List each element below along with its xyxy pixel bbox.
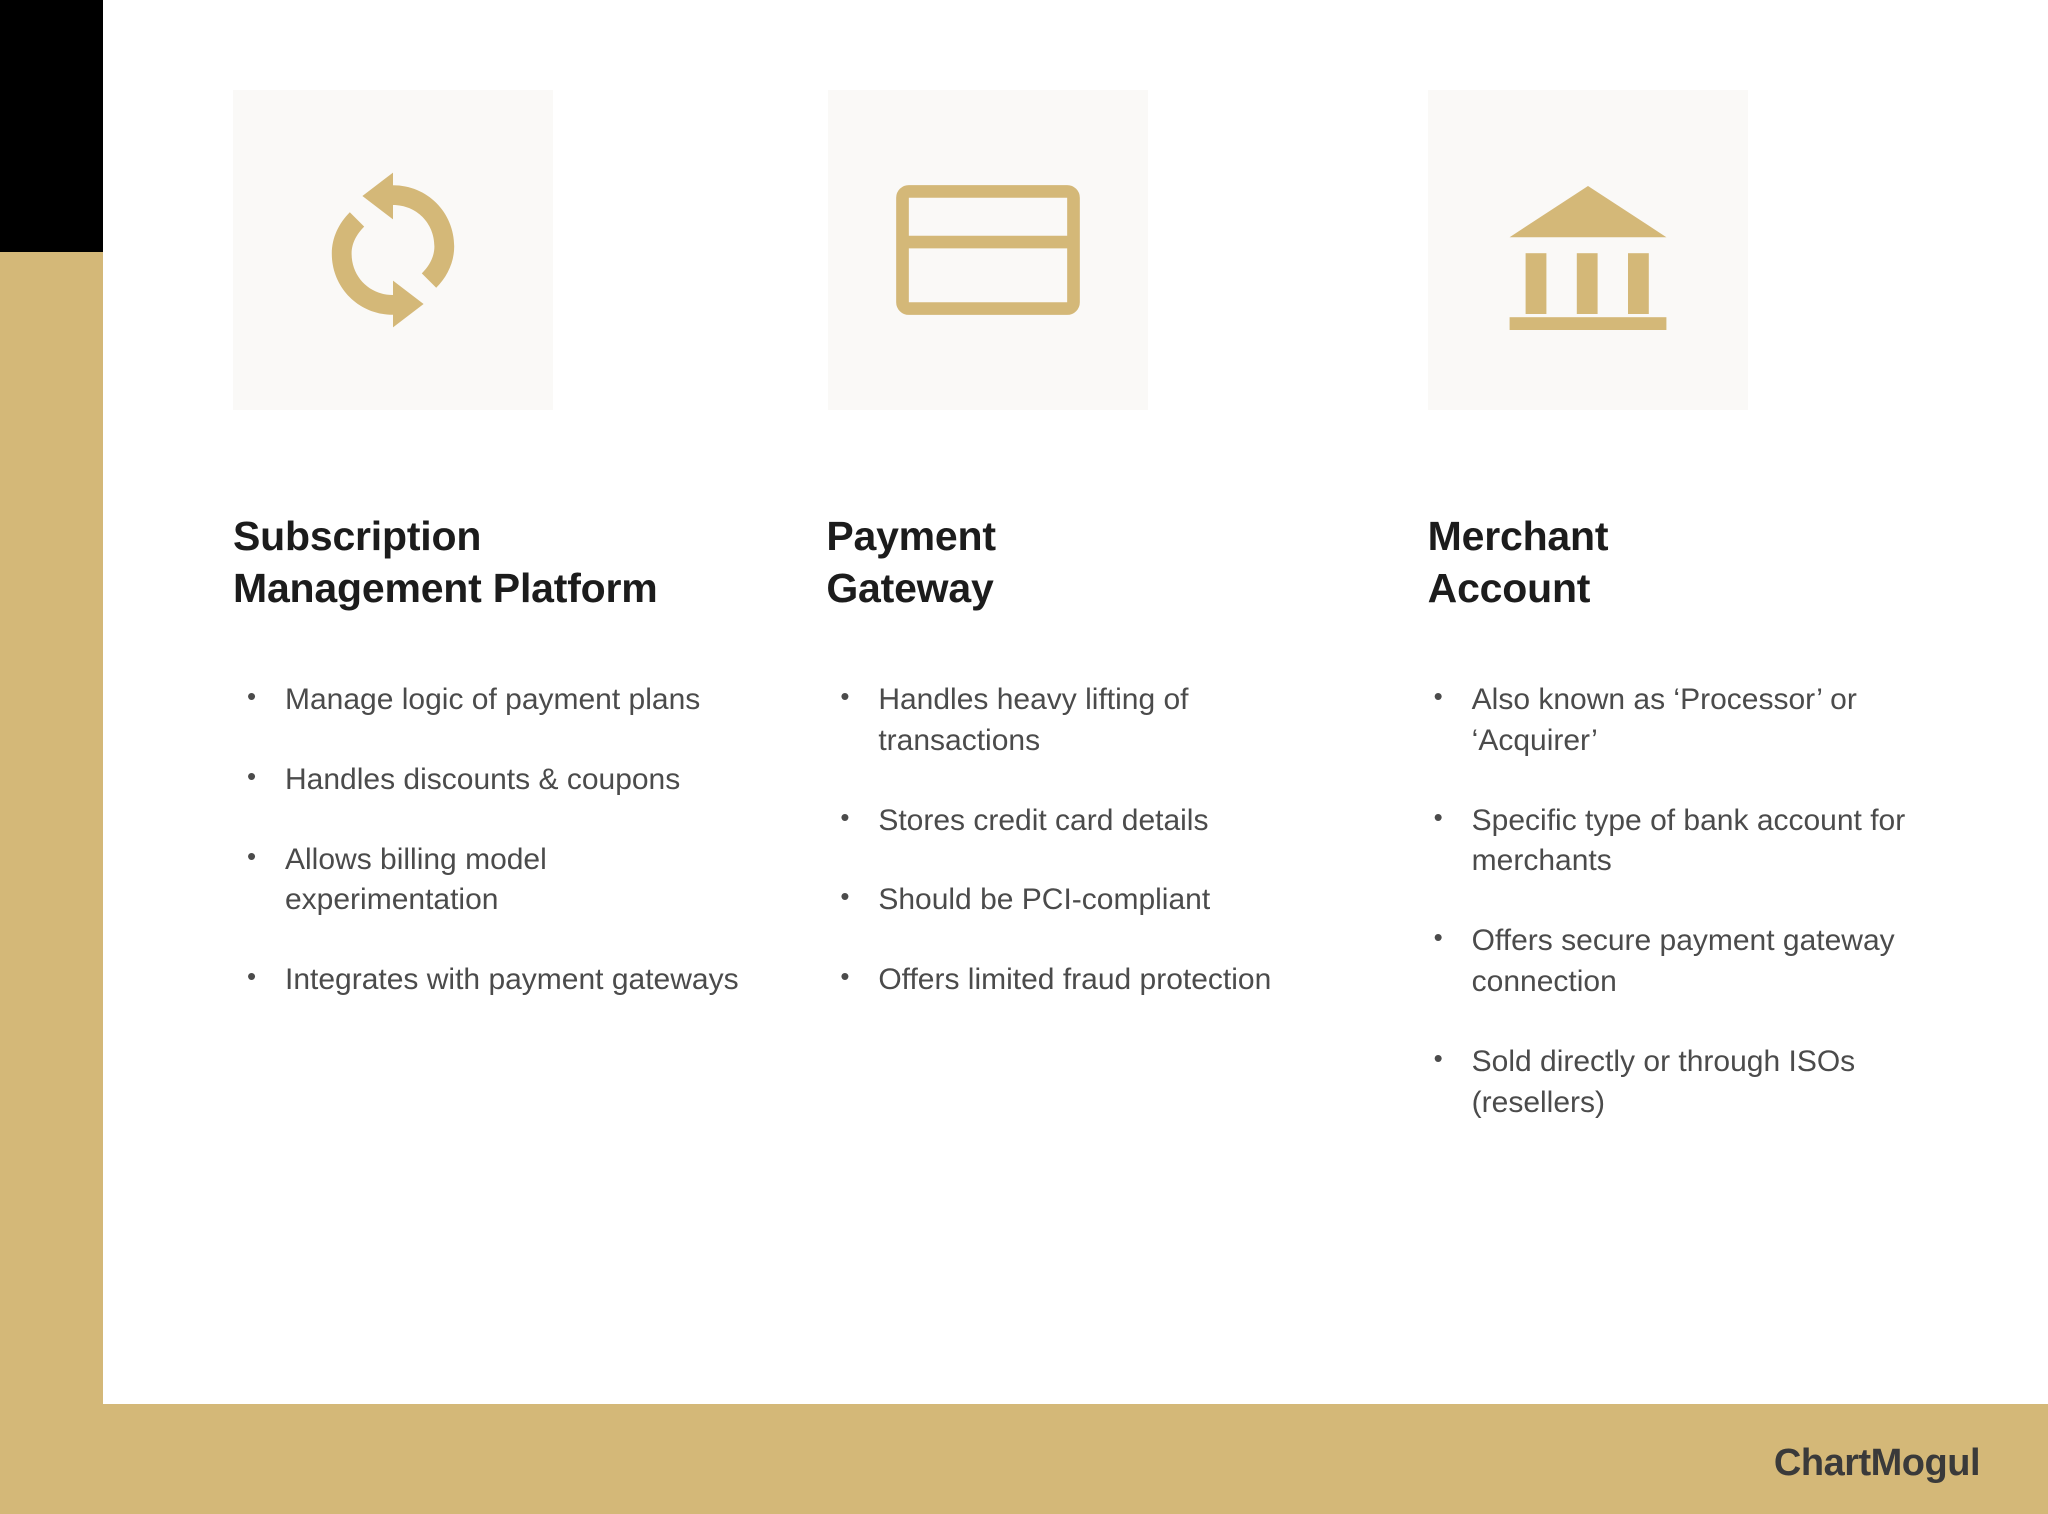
decorative-gold-bar-left	[0, 252, 103, 1514]
list-item: • Specific type of bank account for merchants	[1420, 801, 1932, 883]
column-subscription-management-platform	[233, 90, 826, 1162]
list-item: • Stores credit card details	[826, 801, 1318, 842]
column-payment-gateway	[826, 90, 1419, 1162]
columns-container	[233, 90, 2013, 1162]
column-title-line2: Account	[1427, 565, 1591, 612]
decorative-black-bar	[0, 0, 103, 252]
list-item: • Handles heavy lifting of transactions	[826, 680, 1318, 762]
content-card	[113, 0, 2048, 1404]
column-title-line1: Merchant	[1427, 513, 1609, 559]
chartmogul-logo: ChartMogul	[1773, 1442, 1980, 1484]
column-title-line1: Payment	[826, 513, 996, 559]
list-item: • Also known as ‘Processor’ or ‘Acquirer’	[1420, 680, 1932, 762]
list-item: • Offers limited fraud protection	[826, 960, 1318, 1001]
refresh-cycle-icon	[233, 90, 553, 410]
bank-building-icon	[1428, 90, 1748, 410]
list-item: • Should be PCI-compliant	[826, 880, 1318, 921]
credit-card-icon	[828, 90, 1148, 410]
bullet-list	[826, 680, 1419, 1001]
list-item: • Sold directly or through ISOs (resellers)	[1420, 1042, 1932, 1124]
bullet-list	[233, 680, 826, 1001]
list-item: • Manage logic of payment plans	[233, 680, 755, 721]
list-item: • Integrates with payment gateways	[233, 960, 755, 1001]
column-merchant-account	[1420, 90, 2013, 1162]
list-item: • Handles discounts & coupons	[233, 760, 755, 801]
column-title-line2: Gateway	[826, 565, 994, 612]
column-title-line2: Management Platform	[233, 565, 658, 612]
list-item: • Allows billing model experimentation	[233, 840, 755, 922]
column-title	[1420, 510, 2013, 615]
list-item: • Offers secure payment gateway connection	[1420, 921, 1932, 1003]
column-title	[233, 510, 826, 615]
bullet-list	[1420, 680, 2013, 1123]
column-title	[826, 510, 1419, 615]
footer-gold-band	[0, 1404, 2048, 1514]
column-title-line1: Subscription	[233, 513, 482, 559]
